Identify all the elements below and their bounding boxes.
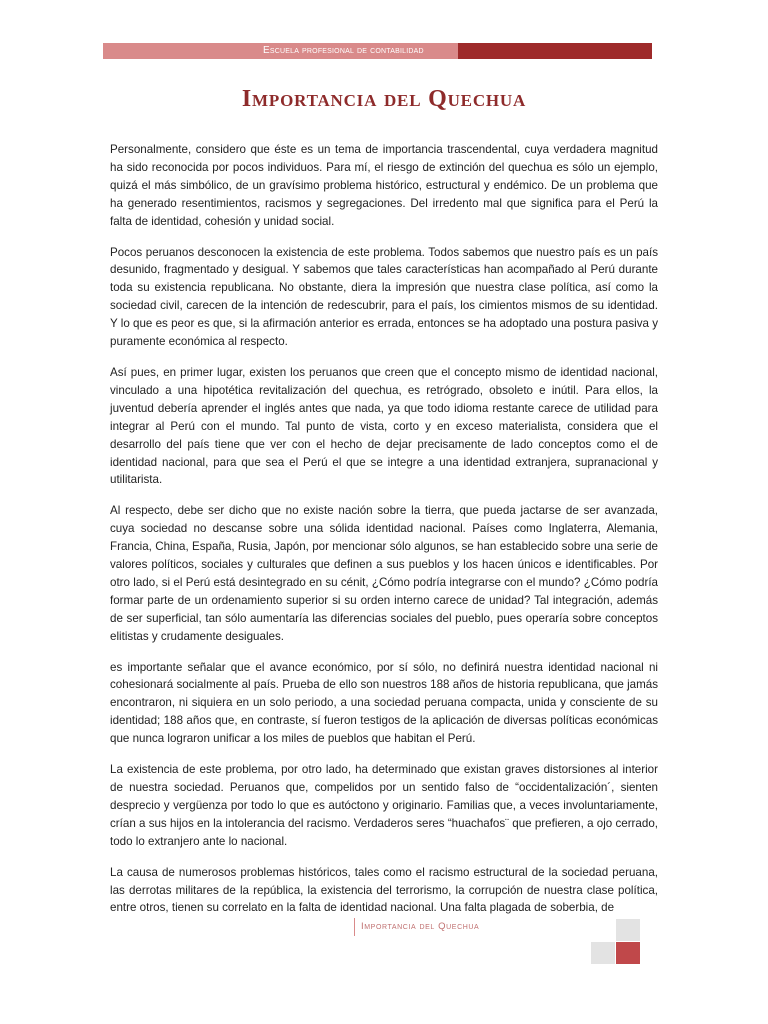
decorative-square-red	[616, 942, 640, 964]
header-accent	[458, 43, 652, 59]
paragraph-3: Así pues, en primer lugar, existen los peruanos que creen que el concepto mismo de identidad nacional, vinculado a una hipotética revitalización del quechua, es retrógrado, obsoleto e inútil. Para ellos, la juventud debería aprender el inglés antes que nada, ya que todo idioma restante carece de utilidad para integrar al Perú con el mundo. Tal punto de vista, corto y en exceso materialista, considera que el desarrollo del país tiene que ver con el hecho de dejar precisamente de lado conceptos como el de identidad nacional, para que sea el Perú el que se integre a una identidad extranjera, supranacional y utilitarista.	[110, 365, 658, 487]
footer-label: Importancia del Quechua	[354, 918, 479, 936]
document-body	[110, 141, 658, 930]
paragraph-7: La causa de numerosos problemas históricos, tales como el racismo estructural de la sociedad peruana, las derrotas militares de la república, la existencia del terrorismo, la corrupción de nuestra clase política, entre otros, tienen su correlato en la falta de identidad nacional. Una falta plagada de soberbia, de	[110, 865, 658, 915]
paragraph-1: Personalmente, considero que éste es un tema de importancia trascendental, cuya verdadera magnitud ha sido reconocida por pocos individuos. Para mí, el riesgo de extinción del quechua es sólo un ejemplo, quizá el más simbólico, de un gravísimo problema histórico, estructural y endémico. De un problema que ha generado resentimientos, racismos y segregaciones. Del irredento mal que significa para el Perú la falta de identidad, cohesión y unidad social.	[110, 143, 658, 228]
paragraph-4: Al respecto, debe ser dicho que no existe nación sobre la tierra, que pueda jactarse de ser avanzada, cuya sociedad no descanse sobre una sólida identidad nacional. Países como Inglaterra, Alemania, Francia, China, España, Rusia, Japón, por mencionar sólo algunos, se han establecido sobre una serie de valores políticos, sociales y culturales que definen a sus pueblos y los hacen únicos e identificables. Por otro lado, si el Perú está desintegrado en su cénit, ¿Cómo podría integrarse con el mundo? ¿Cómo podría formar parte de un ordenamiento superior si su orden interno carece de unidad? Tal integración, además de ser superficial, tan sólo aumentaría las diferencias sociales del pueblo, pues operaría sobre conceptos elitistas y crudamente desiguales.	[110, 504, 658, 643]
header-bar	[103, 43, 652, 59]
page-title: Importancia del Quechua	[241, 86, 527, 112]
paragraph-2: Pocos peruanos desconocen la existencia de este problema. Todos sabemos que nuestro país es un país desunido, fragmentado y desigual. Y sabemos que tales características han acompañado al Perú durante toda su existencia republicana. No obstante, diera la impresión que nuestra clase política, así como la sociedad civil, carecen de la intención de redescubrir, para el país, los cimientos mismos de su identidad. Y lo que es peor es que, si la afirmación anterior es errada, entonces se ha adoptado una postura pasiva y puramente económica al respecto.	[110, 245, 658, 349]
header-label: Escuela profesional de contabilidad	[103, 43, 458, 59]
decorative-square-gray-top	[616, 919, 640, 941]
paragraph-6: La existencia de este problema, por otro lado, ha determinado que existan graves distorsiones al interior de nuestra sociedad. Peruanos que, compelidos por un sentido falso de “occidentalización´, sienten desprecio y vergüenza por todo lo que es autóctono y originario. Familias que, a veces involuntariamente, crían a sus hijos en la intolerancia del racismo. Verdaderos seres “huachafos¨ que prefieren, a ojo cerrado, todo lo extranjero ante lo nacional.	[110, 763, 658, 848]
paragraph-5: es importante señalar que el avance económico, por sí sólo, no definirá nuestra identidad nacional ni cohesionará socialmente al país. Prueba de ello son nuestros 188 años de historia republicana, que jamás encontraron, ni siquiera en un solo periodo, a una sociedad peruana compacta, unida y consciente de su identidad; 188 años que, en contraste, sí fueron testigos de la aplicación de diversas políticas económicas que nunca lograron unificar a los miles de pueblos que habitan el Perú.	[110, 660, 658, 746]
decorative-square-gray-left	[591, 942, 615, 964]
